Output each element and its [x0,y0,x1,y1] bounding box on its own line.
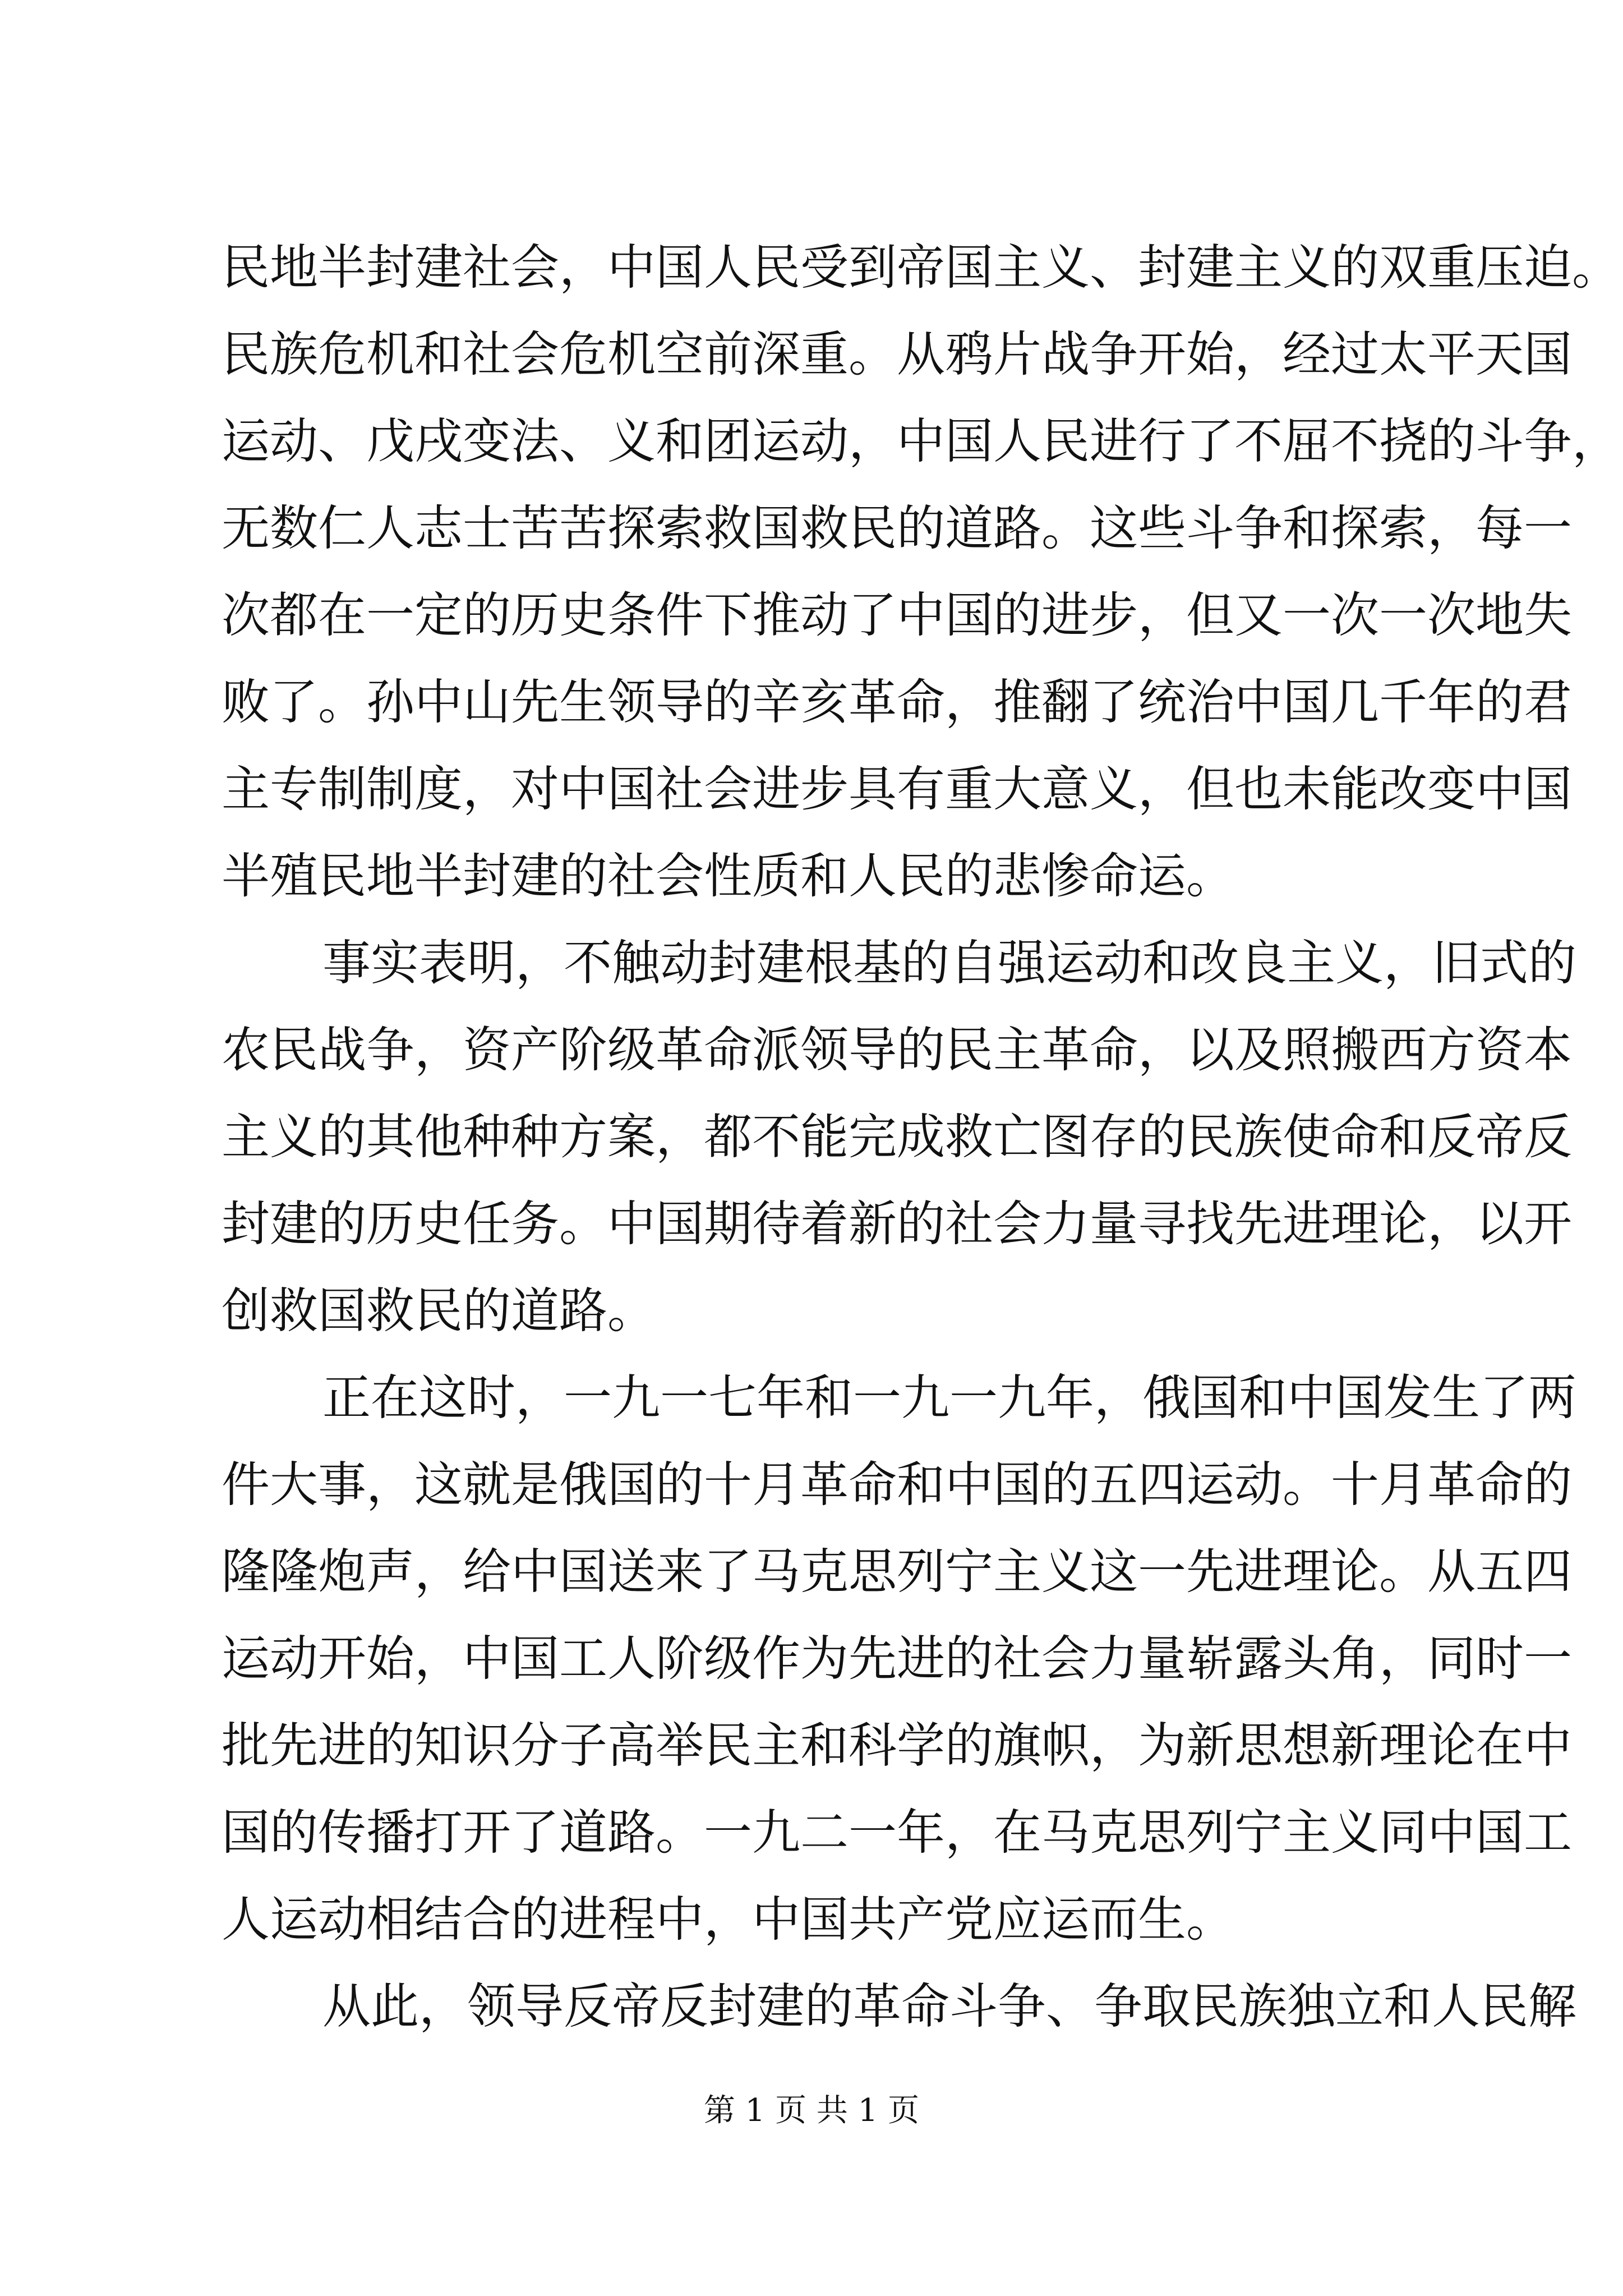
text-line: 件大事，这就是俄国的十月革命和中国的五四运动。十月革命的 [222,1457,1572,1513]
text-line: 运动开始，中国工人阶级作为先进的社会力量崭露头角，同时一 [222,1631,1572,1687]
body-text [222,224,1620,2050]
page-number-footer: 第 1 页 共 1 页 [703,2092,920,2129]
text-line: 国的传播打开了道路。一九二一年，在马克思列宁主义同中国工 [222,1805,1572,1861]
text-line: 农民战争，资产阶级革命派领导的民主革命，以及照搬西方资本 [222,1022,1572,1078]
text-line: 封建的历史任务。中国期待着新的社会力量寻找先进理论，以开 [222,1196,1572,1252]
paragraph-first-line: 事实表明，不触动封建根基的自强运动和改良主义，旧式的 [322,935,1576,991]
text-line: 半殖民地半封建的社会性质和人民的悲惨命运。 [222,848,1234,904]
paragraph-first-line: 正在这时，一九一七年和一九一九年，俄国和中国发生了两 [322,1370,1576,1426]
text-line: 民族危机和社会危机空前深重。从鸦片战争开始，经过太平天国 [222,326,1572,383]
text-line: 主义的其他种种方案，都不能完成救亡图存的民族使命和反帝反 [222,1109,1572,1165]
text-line: 批先进的知识分子高举民主和科学的旗帜，为新思想新理论在中 [222,1718,1572,1774]
text-line: 次都在一定的历史条件下推动了中国的进步，但又一次一次地失 [222,587,1572,643]
text-line: 主专制制度，对中国社会进步具有重大意义，但也未能改变中国 [222,761,1572,817]
text-line: 运动、戊戌变法、义和团运动，中国人民进行了不屈不挠的斗争， [222,413,1620,470]
text-line: 民地半封建社会，中国人民受到帝国主义、封建主义的双重压迫。 [222,240,1620,296]
text-line: 无数仁人志士苦苦探索救国救民的道路。这些斗争和探索，每一 [222,500,1572,556]
text-line: 创救国救民的道路。 [222,1283,656,1339]
paragraph-first-line: 从此，领导反帝反封建的革命斗争、争取民族独立和人民解 [322,1978,1576,2035]
text-line: 人运动相结合的进程中，中国共产党应运而生。 [222,1892,1234,1948]
text-line: 败了。孙中山先生领导的辛亥革命，推翻了统治中国几千年的君 [222,674,1572,730]
text-line: 隆隆炮声，给中国送来了马克思列宁主义这一先进理论。从五四 [222,1544,1572,1600]
